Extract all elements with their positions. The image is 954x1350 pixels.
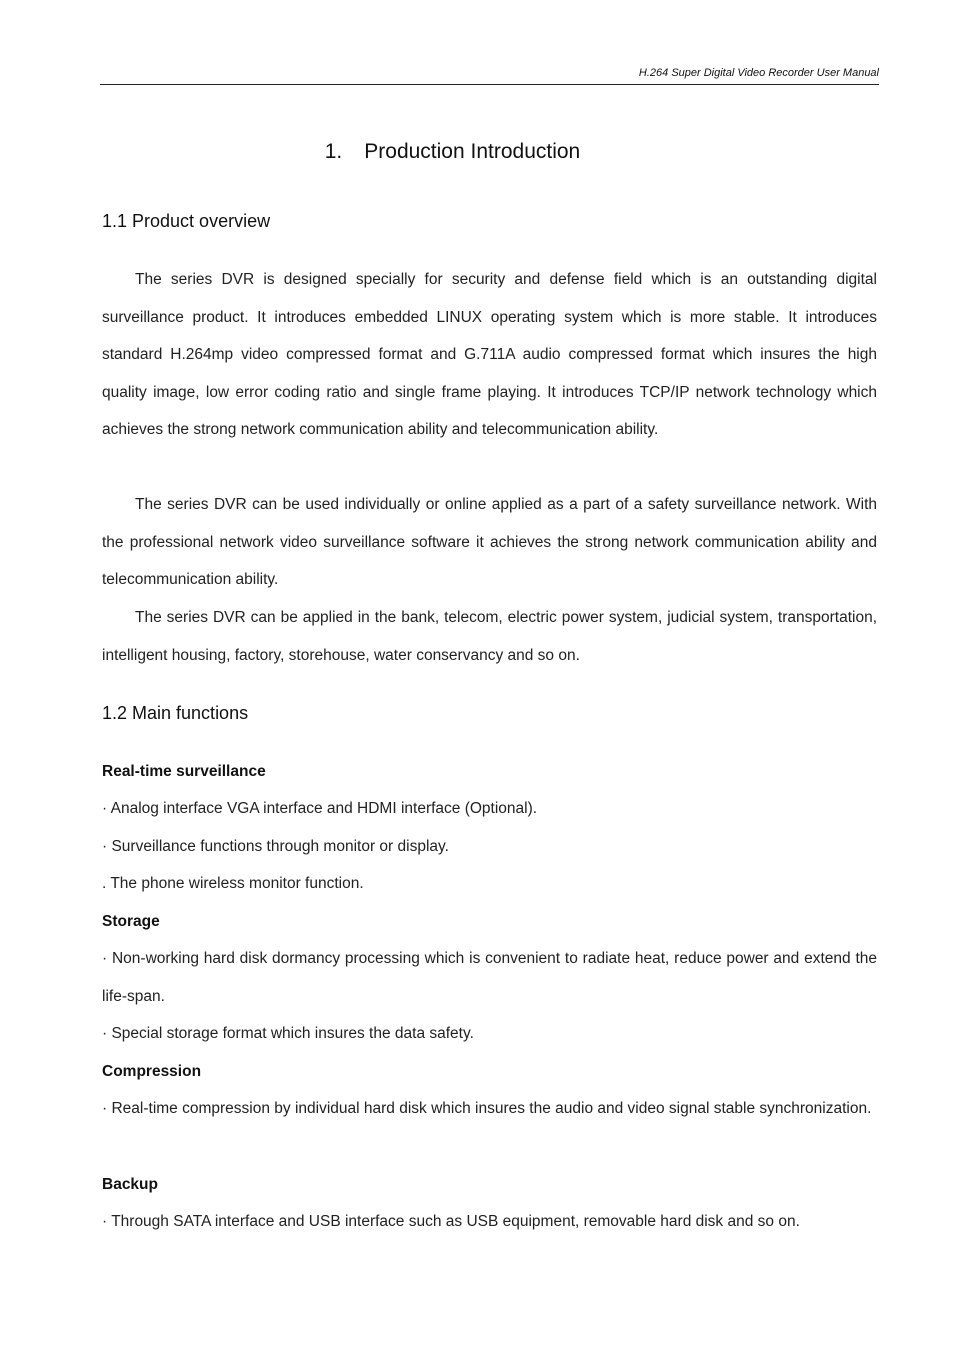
chapter-number: 1. [324,140,343,163]
subhead-real-time-surveillance: Real-time surveillance [102,763,266,780]
subhead-backup: Backup [102,1176,158,1193]
overview-paragraph-2: The series DVR can be used individually or online applied as a part of a safety surveillance network. With the professional network video surveillance software it achieves the strong network communication ability and telecommunication ability. [102,496,877,588]
section-title-product-overview: 1.1 Product overview [102,211,271,231]
overview-paragraph-1: The series DVR is designed specially for security and defense field which is an outstanding digital surveillance product. It introduces embedded LINUX operating system which is more stable. It introduces standard H.264mp video compressed format and G.711A audio compressed format which insures the high quality image, low error coding ratio and single frame playing. It introduces TCP/IP network technology which achieves the strong network communication ability and telecommunication ability. [102,271,877,438]
chapter-name: Production Introduction [364,140,581,163]
overview-paragraph-3: The series DVR can be applied in the bank, telecom, electric power system, judicial system, transportation, intelligent housing, factory, storehouse, water conservancy and so on. [102,609,877,664]
subhead-storage: Storage [102,913,160,930]
list-item: · Analog interface VGA interface and HDMI interface (Optional). [102,800,538,817]
subhead-compression: Compression [102,1063,202,1080]
list-item: · Real-time compression by individual hard disk which insures the audio and video signal stable synchronization. [102,1100,872,1117]
list-item: . The phone wireless monitor function. [102,875,364,892]
header-title: H.264 Super Digital Video Recorder User Manual [638,67,879,79]
list-item: · Special storage format which insures the data safety. [102,1025,474,1042]
list-item: · Surveillance functions through monitor or display. [102,838,449,855]
chapter-title [0,140,905,164]
list-item: · Non-working hard disk dormancy processing which is convenient to radiate heat, reduce power and extend the life-span. [102,950,877,1005]
page-header [100,67,879,85]
list-item: · Through SATA interface and USB interface such as USB equipment, removable hard disk and so on. [102,1213,800,1230]
section-title-main-functions: 1.2 Main functions [102,703,249,723]
